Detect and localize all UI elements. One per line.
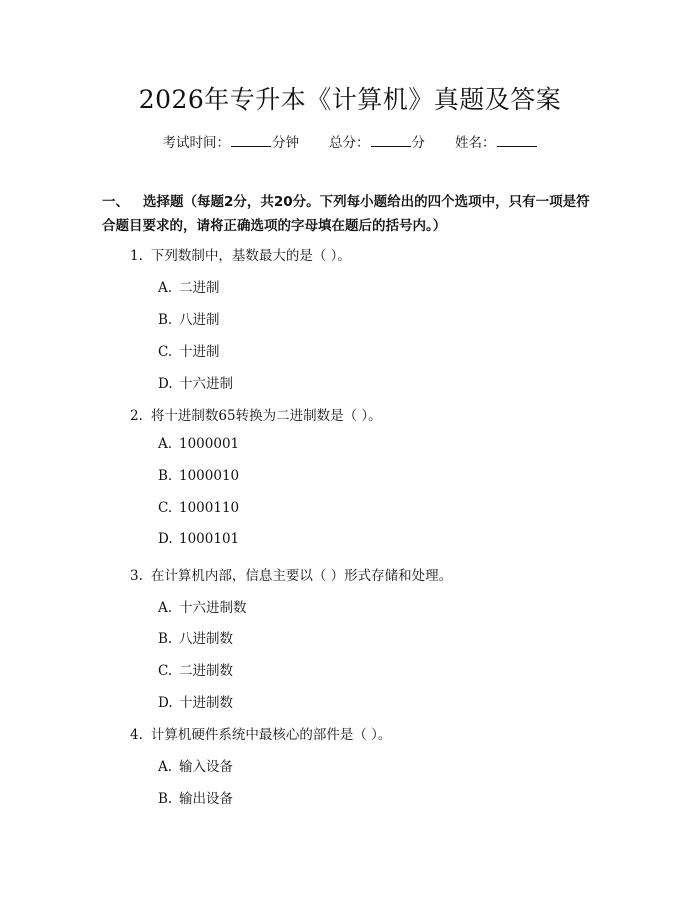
student-name-label: 姓名： [455, 135, 496, 151]
option-text: 1000110 [179, 500, 240, 516]
option-letter: B. [158, 631, 173, 647]
option-text: 十进制 [179, 344, 220, 360]
option-text: 输出设备 [179, 791, 233, 807]
total-score-label: 总分： [329, 135, 370, 151]
option-text: 1000001 [179, 436, 240, 452]
question-3-option-c [158, 659, 233, 679]
exam-time [163, 131, 300, 151]
total-score-unit: 分 [411, 135, 425, 151]
page-title: 2026年专升本《计算机》真题及答案 [138, 85, 562, 114]
question-3-option-b [158, 627, 233, 647]
option-text: 八进制数 [179, 631, 233, 647]
exam-meta [0, 131, 700, 151]
section-number: 一、 [102, 194, 129, 210]
question-1-option-b [158, 308, 220, 328]
option-text: 输入设备 [179, 759, 233, 775]
exam-time-blank [231, 133, 271, 147]
option-letter: B. [158, 468, 173, 484]
option-letter: C. [158, 663, 173, 679]
question-2-option-d [158, 531, 239, 547]
option-letter: B. [158, 312, 173, 328]
question-number: 4. [130, 727, 143, 743]
question-text: 在计算机内部，信息主要以（ ）形式存储和处理。 [150, 568, 453, 584]
question-1 [130, 244, 351, 264]
exam-time-unit: 分钟 [272, 135, 299, 151]
option-letter: A. [158, 600, 173, 616]
question-number: 3. [130, 568, 143, 584]
option-text: 十六进制数 [179, 600, 247, 616]
question-2 [130, 404, 382, 424]
question-2-option-c [158, 500, 239, 516]
option-letter: B. [158, 791, 173, 807]
total-score [329, 131, 425, 151]
total-score-blank [371, 133, 411, 147]
option-letter: C. [158, 344, 173, 360]
option-letter: A. [158, 759, 173, 775]
question-1-option-d [158, 372, 233, 392]
question-text: 下列数制中，基数最大的是（ ）。 [150, 248, 351, 264]
option-letter: D. [158, 531, 173, 547]
student-name-blank [497, 133, 537, 147]
question-2-option-b [158, 468, 239, 484]
option-text: 二进制 [179, 280, 220, 296]
question-1-option-a [158, 276, 220, 296]
option-letter: D. [158, 376, 173, 392]
question-4-option-a [158, 755, 233, 775]
question-3-option-a [158, 596, 247, 616]
option-text: 八进制 [179, 312, 220, 328]
question-2-option-a [158, 436, 239, 452]
exam-time-label: 考试时间： [162, 135, 230, 151]
option-letter: A. [158, 280, 173, 296]
section-heading [102, 190, 602, 238]
option-text: 十六进制 [179, 376, 233, 392]
question-4 [130, 723, 391, 743]
question-text: 将十进制数65转换为二进制数是（ ）。 [150, 408, 382, 424]
student-name [455, 131, 538, 151]
question-4-option-b [158, 787, 233, 807]
option-text: 十进制数 [179, 695, 233, 711]
option-text: 二进制数 [179, 663, 233, 679]
option-text: 1000010 [179, 468, 240, 484]
option-letter: A. [158, 436, 173, 452]
question-1-option-c [158, 340, 220, 360]
section-instructions: 选择题（每题2分，共20分。下列每小题给出的四个选项中，只有一项是符合题目要求的，请将正确选项的字母填在题后的括号内。） [102, 194, 590, 234]
question-text: 计算机硬件系统中最核心的部件是（ ）。 [150, 727, 392, 743]
option-letter: D. [158, 695, 173, 711]
question-3-option-d [158, 691, 233, 711]
question-number: 2. [130, 408, 143, 424]
question-number: 1. [130, 248, 143, 264]
question-3 [130, 564, 452, 584]
option-letter: C. [158, 500, 173, 516]
option-text: 1000101 [179, 531, 240, 547]
